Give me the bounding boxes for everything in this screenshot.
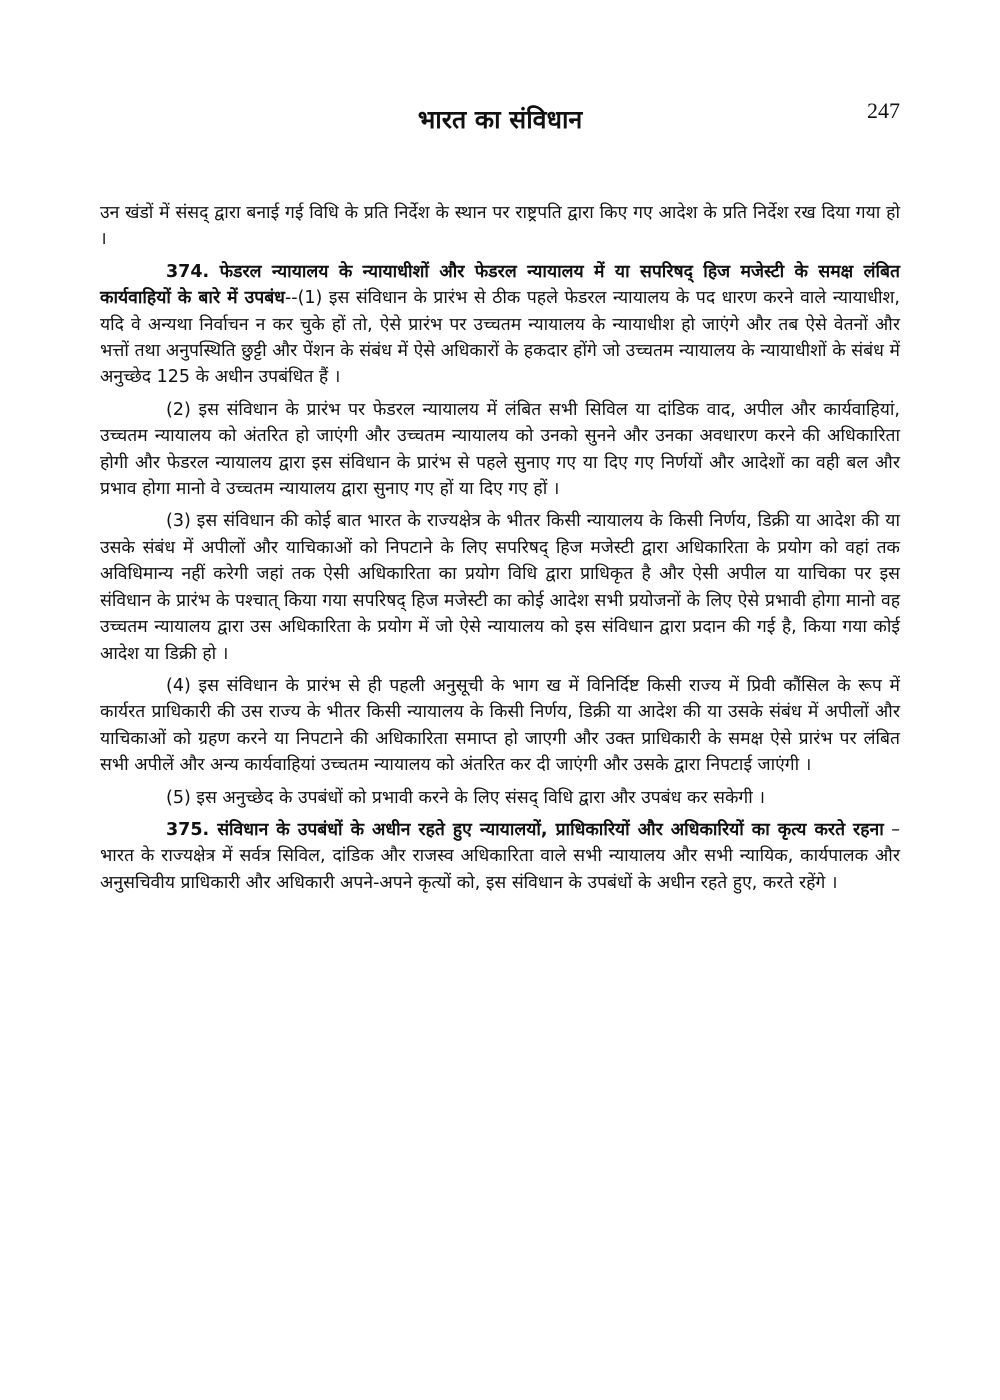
- running-title: भारत का संविधान: [417, 105, 583, 134]
- article-374-clause-3: (3) इस संविधान की कोई बात भारत के राज्यक्षेत्र के भीतर किसी न्यायालय के किसी निर्णय, डिक्री या आदेश की या उसके संबंध में अपीलों और याचिकाओं को निपटाने के लिए सपरिषद् हिज मजेस्टी द्वारा अधिकारिता के प्रयोग को वहां तक अविधिमान्य नहीं करेगी जहां तक ऐसी अधिकारिता का प्रयोग विधि द्वारा प्राधिकृत है और ऐसी अपील या याचिका पर इस संविधान के प्रारंभ के पश्चात् किया गया सपरिषद् हिज मजेस्टी का कोई आदेश सभी प्रयोजनों के लिए ऐसे प्रभावी होगा मानो वह उच्चतम न्यायालय द्वारा उस अधिकारिता के प्रयोग में जो ऐसे न्यायालय को इस संविधान द्वारा प्रदान की गई है, किया गया कोई आदेश या डिक्री हो ।: [100, 511, 900, 664]
- article-374-paragraph: [100, 259, 900, 391]
- article-374-clause-2: (2) इस संविधान के प्रारंभ पर फेडरल न्यायालय में लंबित सभी सिविल या दांडिक वाद, अपील और कार्यवाहियां, उच्चतम न्यायालय को अंतरित हो जाएंगी और उच्चतम न्यायालय को उनको सुनने और उनका अवधारण करने की अधिकारिता होगी और फेडरल न्यायालय द्वारा इस संविधान के प्रारंभ से पहले सुनाए गए या दिए गए निर्णयों और आदेशों का वही बल और प्रभाव होगा मानो वे उच्चतम न्यायालय द्वारा सुनाए गए हों या दिए गए हों ।: [100, 399, 900, 500]
- article-374-clause-1: --(1) इस संविधान के प्रारंभ से ठीक पहले फेडरल न्यायालय के पद धारण करने वाले न्यायाधीश, यदि वे अन्यथा निर्वाचन न कर चुके हों तो, ऐसे प्रारंभ पर उच्चतम न्यायालय के न्यायाधीश हो जाएंगे और तब ऐसे वेतनों और भत्तों तथा अनुपस्थिति छुट्टी और पेंशन के संबंध में ऐसे अधिकारों के हकदार होंगे जो उच्चतम न्यायालय के न्यायाधीशों के संबंध में अनुच्छेद 125 के अधीन उपबंधित हैं ।: [100, 288, 900, 388]
- page-number: 247: [867, 98, 900, 123]
- article-375-heading: 375. संविधान के उपबंधों के अधीन रहते हुए न्यायालयों, प्राधिकारियों और अधिकारियों का कृत्य करते रहना: [166, 819, 884, 840]
- article-374-clause-5: (5) इस अनुच्छेद के उपबंधों को प्रभावी करने के लिए संसद् विधि द्वारा और उपबंध कर सकेगी ।: [166, 787, 765, 808]
- page-header: [100, 96, 900, 146]
- article-375-paragraph: [100, 817, 900, 896]
- article-375-text: – भारत के राज्यक्षेत्र में सर्वत्र सिविल, दांडिक और राजस्व अधिकारिता वाले सभी न्यायालय और सभी न्यायिक, कार्यपालक और अनुसचिवीय प्राधिकारी और अधिकारी अपने-अपने कृत्यों को, इस संविधान के उपबंधों के अधीन रहते हुए, करते रहेंगे ।: [100, 819, 900, 893]
- article-374-clause-4: (4) इस संविधान के प्रारंभ से ही पहली अनुसूची के भाग ख में विनिर्दिष्ट किसी राज्य में प्रिवी कौंसिल के रूप में कार्यरत प्राधिकारी की उस राज्य के भीतर किसी न्यायालय के किसी निर्णय, डिक्री या आदेश की या उसके संबंध में अपीलों और याचिकाओं को ग्रहण करने या निपटाने की अधिकारिता समाप्त हो जाएगी और उक्त प्राधिकारी के समक्ष ऐसे प्रारंभ पर लंबित सभी अपीलें और अन्य कार्यवाहियां उच्चतम न्यायालय को अंतरित कर दी जाएंगी और उसके द्वारा निपटाई जाएंगी ।: [100, 675, 900, 776]
- article-374-heading: 374. फेडरल न्यायालय के न्यायाधीशों और फेडरल न्यायालय में या सपरिषद् हिज मजेस्टी के समक्ष लंबित कार्यवाहियों के बारे में उपबंध: [100, 261, 900, 309]
- continuation-paragraph: उन खंडों में संसद् द्वारा बनाई गई विधि के प्रति निर्देश के स्थान पर राष्ट्रपति द्वारा किए गए आदेश के प्रति निर्देश रख दिया गया हो ।: [100, 203, 900, 250]
- page-body: [100, 200, 900, 902]
